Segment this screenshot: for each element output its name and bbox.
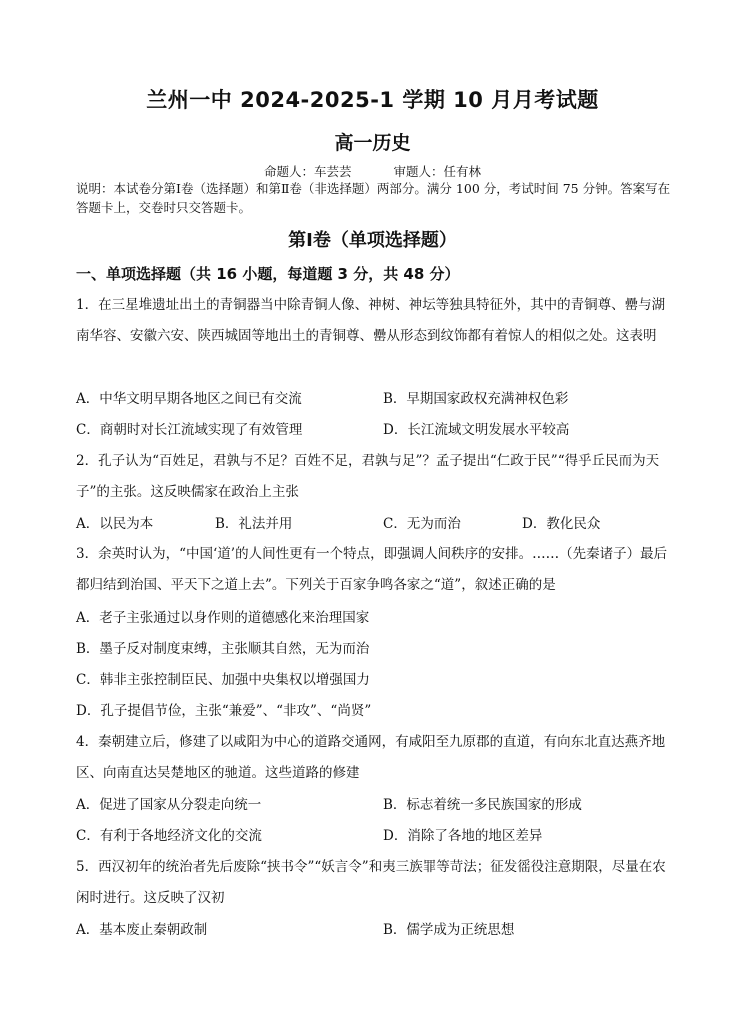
question-2-option-c[interactable]: C．无为而治 <box>383 516 461 532</box>
question-4-stem: 4．秦朝建立后，修建了以咸阳为中心的道路交通网，有咸阳至九原郡的直道，有向东北直达燕齐地区、向南直达吴楚地区的驰道。这些道路的修建 <box>76 734 666 781</box>
question-5-option-b[interactable]: B．儒学成为正统思想 <box>383 922 515 938</box>
authors-line <box>0 162 745 180</box>
question-3-option-c[interactable]: C．韩非主张控制臣民、加强中央集权以增强国力 <box>76 672 370 688</box>
question-1-option-d[interactable]: D．长江流域文明发展水平较高 <box>383 422 570 438</box>
question-3-stem: 3．余英时认为，“中国‘道’的人间性更有一个特点，即强调人间秩序的安排。……（先秦诸子）最后都归结到治国、平天下之道上去”。下列关于百家争鸣各家之“道”，叙述正确的是 <box>76 546 668 593</box>
question-4-option-d[interactable]: D．消除了各地的地区差异 <box>383 828 543 844</box>
question-2-option-b[interactable]: B．礼法并用 <box>215 516 293 532</box>
question-4-option-a[interactable]: A．促进了国家从分裂走向统一 <box>76 797 262 813</box>
question-4-option-c[interactable]: C．有利于各地经济文化的交流 <box>76 828 262 844</box>
subject-title: 高一历史 <box>334 132 411 154</box>
question-3-option-a[interactable]: A．老子主张通过以身作则的道德感化来治理国家 <box>76 610 370 626</box>
question-2-stem: 2．孔子认为“百姓足，君孰与不足？百姓不足，君孰与足”？孟子提出“仁政于民”“得乎丘民而为天子”的主张。这反映儒家在政治上主张 <box>76 453 660 500</box>
exam-instructions: 说明：本试卷分第Ⅰ卷（选择题）和第Ⅱ卷（非选择题）两部分。满分 100 分，考试时间 75 分钟。答案写在答题卡上，交卷时只交答题卡。 <box>76 181 671 215</box>
question-2-option-d[interactable]: D．教化民众 <box>522 516 601 532</box>
question-3-option-d[interactable]: D．孔子提倡节俭，主张“兼爱”、“非攻”、“尚贤” <box>76 703 372 719</box>
question-3-option-b[interactable]: B．墨子反对制度束缚，主张顺其自然，无为而治 <box>76 641 370 657</box>
setter-name: 命题人：车芸芸 <box>263 164 352 179</box>
question-1-stem: 1．在三星堆遗址出土的青铜器当中除青铜人像、神树、神坛等独具特征外，其中的青铜尊、罍与湖南华容、安徽六安、陕西城固等地出土的青铜尊、罍从形态到纹饰都有着惊人的相似之处。这表明 <box>76 297 666 344</box>
question-5-stem: 5．西汉初年的统治者先后废除“挟书令”“妖言令”和夷三族罪等苛法；征发徭役注意期限，尽量在农闲时进行。这反映了汉初 <box>76 859 666 906</box>
question-1-option-b[interactable]: B．早期国家政权充满神权色彩 <box>383 391 569 407</box>
question-5-option-a[interactable]: A．基本废止秦朝政制 <box>76 922 208 938</box>
question-4-option-b[interactable]: B．标志着统一多民族国家的形成 <box>383 797 582 813</box>
question-1-option-c[interactable]: C．商朝时对长江流域实现了有效管理 <box>76 422 303 438</box>
question-1-option-a[interactable]: A．中华文明早期各地区之间已有交流 <box>76 391 302 407</box>
section-heading: 一、单项选择题（共 16 小题，每道题 3 分，共 48 分） <box>76 265 460 283</box>
reviewer-name: 审题人：任有林 <box>393 164 482 179</box>
volume-title: 第Ⅰ卷（单项选择题） <box>288 230 457 251</box>
exam-title: 兰州一中 2024-2025-1 学期 10 月月考试题 <box>146 88 599 112</box>
question-2-option-a[interactable]: A．以民为本 <box>76 516 154 532</box>
